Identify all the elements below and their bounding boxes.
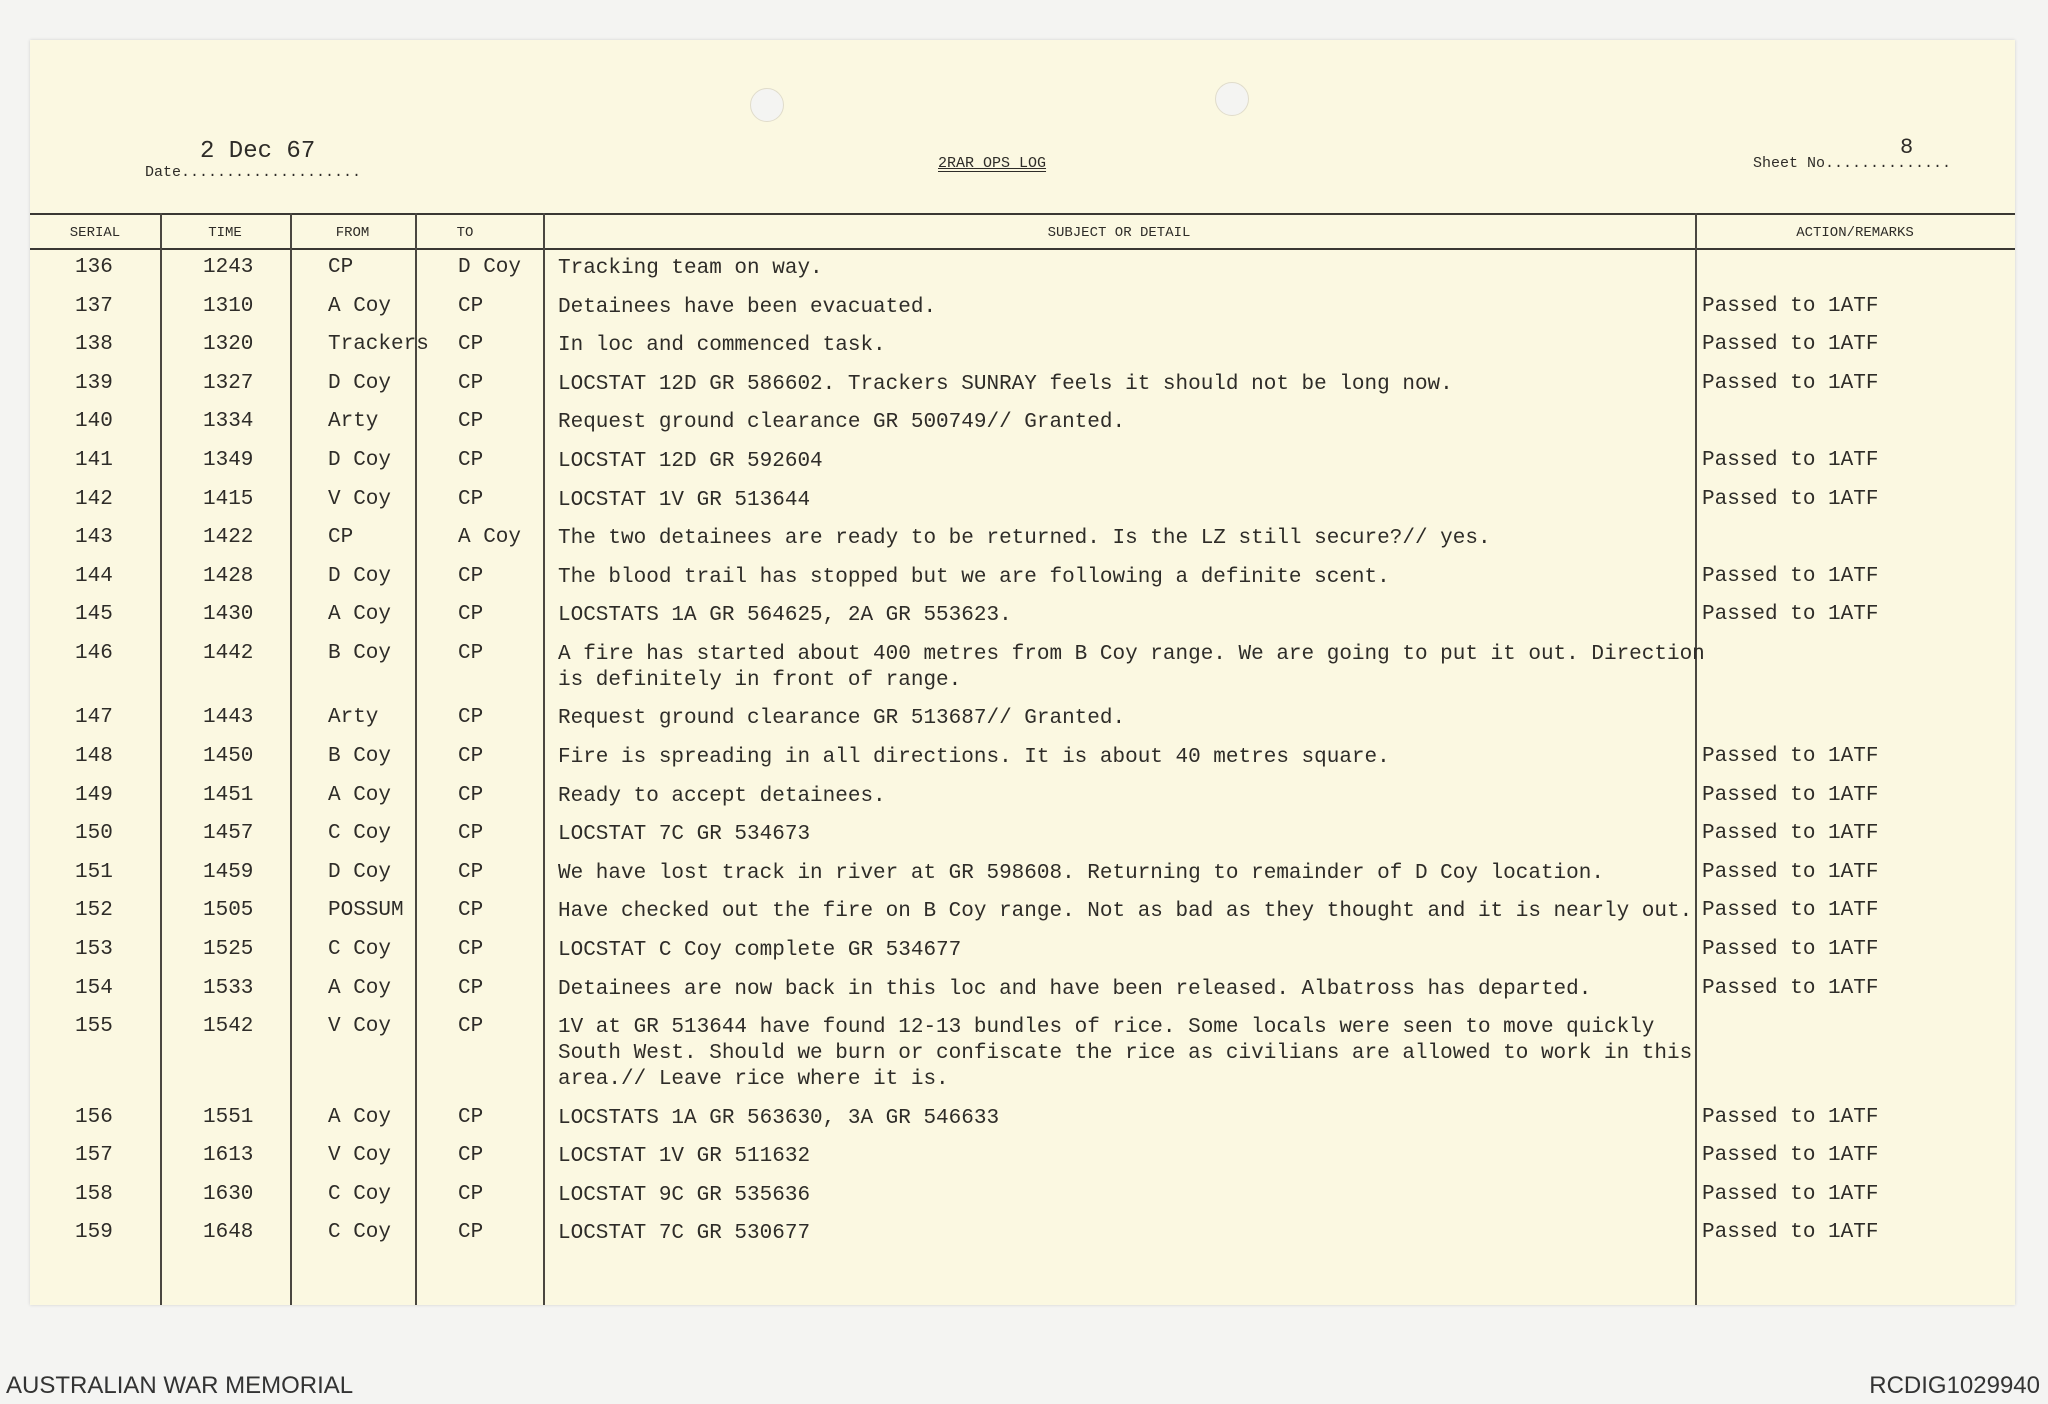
cell-action: Passed to 1ATF <box>1702 783 1879 807</box>
cell-from: CP <box>328 526 354 550</box>
cell-subject: LOCSTATS 1A GR 563630, 3A GR 546633 <box>558 1106 1000 1130</box>
cell-serial: 144 <box>75 564 113 588</box>
cell-to: CP <box>458 1015 484 1039</box>
cell-to: CP <box>458 860 484 884</box>
cell-serial: 142 <box>75 487 113 511</box>
cell-from: Trackers <box>328 333 429 357</box>
cell-time: 1327 <box>203 371 254 395</box>
cell-subject: We have lost track in river at GR 598608. Returning to remainder of D Coy location. <box>558 861 1604 885</box>
table-row <box>30 329 2015 368</box>
cell-to: CP <box>458 603 484 627</box>
table-row <box>30 895 2015 934</box>
cell-subject: LOCSTAT 1V GR 511632 <box>558 1145 811 1169</box>
cell-serial: 141 <box>75 448 113 472</box>
col-header-serial: SERIAL <box>69 225 121 241</box>
cell-serial: 143 <box>75 526 113 550</box>
cell-time: 1415 <box>203 487 254 511</box>
cell-from: D Coy <box>328 860 392 884</box>
cell-action: Passed to 1ATF <box>1702 822 1879 846</box>
cell-subject: 1V at GR 513644 have found 12-13 bundles of rice. Some locals were seen to move quickly South West. Should we burn or confiscate the rice as civilians are allowed to work in this area.// Leave rice where it is. <box>558 1016 1693 1092</box>
cell-serial: 150 <box>75 822 113 846</box>
footer-institution: AUSTRALIAN WAR MEMORIAL <box>6 1372 354 1399</box>
table-row <box>30 973 2015 1012</box>
cell-serial: 157 <box>75 1144 113 1168</box>
cell-to: CP <box>458 976 484 1000</box>
cell-time: 1457 <box>203 822 254 846</box>
cell-time: 1310 <box>203 294 254 318</box>
col-header-from: FROM <box>335 225 370 241</box>
cell-action: Passed to 1ATF <box>1702 371 1879 395</box>
table-row <box>30 1217 2015 1256</box>
cell-from: C Coy <box>328 938 392 961</box>
cell-to: CP <box>458 1221 484 1245</box>
table-row <box>30 1140 2015 1179</box>
table-row <box>30 252 2015 291</box>
date-value: 2 Dec 67 <box>200 138 316 165</box>
table-row <box>30 484 2015 523</box>
cell-to: CP <box>458 294 484 318</box>
cell-from: C Coy <box>328 822 392 846</box>
cell-serial: 138 <box>75 333 113 357</box>
cell-from: B Coy <box>328 745 392 769</box>
cell-subject: The two detainees are ready to be returned. Is the LZ still secure?// yes. <box>558 527 1491 551</box>
cell-action: Passed to 1ATF <box>1702 899 1879 923</box>
table-row <box>30 445 2015 484</box>
cell-subject: Fire is spreading in all directions. It is about 40 metres square. <box>558 746 1390 770</box>
cell-from: C Coy <box>328 1221 392 1245</box>
cell-time: 1551 <box>203 1105 254 1129</box>
cell-time: 1442 <box>203 641 254 665</box>
punch-hole <box>1215 82 1249 116</box>
table-row <box>30 1102 2015 1141</box>
table-row <box>30 522 2015 561</box>
table-row <box>30 638 2015 703</box>
cell-from: CP <box>328 256 354 279</box>
cell-from: A Coy <box>328 603 392 627</box>
cell-subject: LOCSTAT 7C GR 530677 <box>558 1222 811 1246</box>
header-bottom-rule <box>30 248 2015 250</box>
cell-serial: 158 <box>75 1182 113 1206</box>
cell-serial: 159 <box>75 1221 113 1245</box>
cell-action: Passed to 1ATF <box>1702 745 1879 769</box>
cell-subject: Request ground clearance GR 500749// Granted. <box>558 411 1126 435</box>
cell-action: Passed to 1ATF <box>1702 564 1879 588</box>
cell-to: CP <box>458 1144 484 1168</box>
cell-subject: The blood trail has stopped but we are following a definite scent. <box>558 565 1390 589</box>
date-label: Date.................... <box>145 164 362 181</box>
cell-subject: LOCSTAT 7C GR 534673 <box>558 823 811 847</box>
cell-action: Passed to 1ATF <box>1702 333 1879 357</box>
cell-to: CP <box>458 487 484 511</box>
cell-to: CP <box>458 938 484 961</box>
cell-subject: Tracking team on way. <box>558 257 823 280</box>
cell-serial: 151 <box>75 860 113 884</box>
cell-subject: LOCSTAT C Coy complete GR 534677 <box>558 939 962 962</box>
cell-to: CP <box>458 706 484 730</box>
cell-from: D Coy <box>328 564 392 588</box>
ops-log-sheet <box>30 40 2015 1305</box>
cell-time: 1349 <box>203 448 254 472</box>
cell-from: B Coy <box>328 641 392 665</box>
cell-from: V Coy <box>328 487 392 511</box>
page-title: 2RAR OPS LOG <box>938 155 1047 172</box>
cell-serial: 153 <box>75 938 113 961</box>
cell-from: C Coy <box>328 1182 392 1206</box>
cell-from: V Coy <box>328 1015 392 1039</box>
cell-subject: LOCSTAT 12D GR 592604 <box>558 449 823 473</box>
cell-to: D Coy <box>458 256 522 279</box>
table-row <box>30 1011 2015 1102</box>
cell-to: CP <box>458 564 484 588</box>
table-row <box>30 561 2015 600</box>
cell-to: A Coy <box>458 526 522 550</box>
cell-time: 1428 <box>203 564 254 588</box>
cell-subject: LOCSTAT 1V GR 513644 <box>558 488 811 512</box>
cell-serial: 148 <box>75 745 113 769</box>
cell-action: Passed to 1ATF <box>1702 1182 1879 1206</box>
cell-to: CP <box>458 745 484 769</box>
cell-time: 1334 <box>203 410 254 434</box>
col-header-action: ACTION/REMARKS <box>1796 225 1914 241</box>
cell-time: 1430 <box>203 603 254 627</box>
cell-to: CP <box>458 448 484 472</box>
cell-action: Passed to 1ATF <box>1702 603 1879 627</box>
table-row <box>30 934 2015 973</box>
table-row <box>30 291 2015 330</box>
log-entries <box>30 252 2015 1256</box>
cell-from: A Coy <box>328 976 392 1000</box>
cell-serial: 152 <box>75 899 113 923</box>
cell-to: CP <box>458 899 484 923</box>
col-header-to: TO <box>456 225 474 241</box>
cell-subject: Request ground clearance GR 513687// Granted. <box>558 707 1126 731</box>
cell-action: Passed to 1ATF <box>1702 1221 1879 1245</box>
table-row <box>30 857 2015 896</box>
cell-to: CP <box>458 410 484 434</box>
cell-subject: LOCSTAT 9C GR 535636 <box>558 1183 811 1207</box>
cell-from: Arty <box>328 410 379 434</box>
cell-to: CP <box>458 641 484 665</box>
cell-time: 1451 <box>203 783 254 807</box>
punch-hole <box>750 88 784 122</box>
cell-serial: 140 <box>75 410 113 434</box>
cell-serial: 147 <box>75 706 113 730</box>
cell-action: Passed to 1ATF <box>1702 938 1879 961</box>
col-header-subject: SUBJECT OR DETAIL <box>1047 225 1191 241</box>
cell-subject: Detainees are now back in this loc and have been released. Albatross has departed. <box>558 977 1592 1001</box>
cell-serial: 146 <box>75 641 113 665</box>
cell-subject: A fire has started about 400 metres from B Coy range. We are going to put it out. Direction is definitely in front of range. <box>558 642 1705 692</box>
table-row <box>30 599 2015 638</box>
cell-to: CP <box>458 1105 484 1129</box>
cell-subject: LOCSTAT 12D GR 586602. Trackers SUNRAY feels it should not be long now. <box>558 372 1453 396</box>
table-row <box>30 780 2015 819</box>
col-header-time: TIME <box>208 225 242 241</box>
cell-from: A Coy <box>328 783 392 807</box>
cell-subject: Detainees have been evacuated. <box>558 295 937 319</box>
cell-subject: LOCSTATS 1A GR 564625, 2A GR 553623. <box>558 604 1012 628</box>
cell-time: 1630 <box>203 1182 254 1206</box>
cell-action: Passed to 1ATF <box>1702 1105 1879 1129</box>
cell-from: V Coy <box>328 1144 392 1168</box>
table-row <box>30 818 2015 857</box>
cell-action: Passed to 1ATF <box>1702 860 1879 884</box>
cell-time: 1613 <box>203 1144 254 1168</box>
cell-serial: 155 <box>75 1015 113 1039</box>
table-row <box>30 702 2015 741</box>
cell-time: 1422 <box>203 526 254 550</box>
cell-time: 1542 <box>203 1015 254 1039</box>
cell-from: POSSUM <box>328 899 404 923</box>
cell-serial: 145 <box>75 603 113 627</box>
cell-serial: 139 <box>75 371 113 395</box>
cell-serial: 137 <box>75 294 113 318</box>
table-row <box>30 406 2015 445</box>
cell-time: 1648 <box>203 1221 254 1245</box>
table-row <box>30 368 2015 407</box>
sheet-label: Sheet No.............. <box>1753 155 1952 172</box>
cell-serial: 136 <box>75 256 113 279</box>
cell-from: D Coy <box>328 371 392 395</box>
cell-to: CP <box>458 783 484 807</box>
cell-from: A Coy <box>328 1105 392 1129</box>
cell-action: Passed to 1ATF <box>1702 487 1879 511</box>
cell-time: 1459 <box>203 860 254 884</box>
cell-action: Passed to 1ATF <box>1702 1144 1879 1168</box>
cell-from: D Coy <box>328 448 392 472</box>
table-row <box>30 741 2015 780</box>
cell-from: A Coy <box>328 294 392 318</box>
cell-to: CP <box>458 371 484 395</box>
cell-time: 1320 <box>203 333 254 357</box>
cell-time: 1505 <box>203 899 254 923</box>
cell-serial: 156 <box>75 1105 113 1129</box>
cell-to: CP <box>458 1182 484 1206</box>
header-top-rule <box>30 213 2015 215</box>
cell-from: Arty <box>328 706 379 730</box>
cell-to: CP <box>458 333 484 357</box>
cell-subject: Have checked out the fire on B Coy range. Not as bad as they thought and it is nearly out. <box>558 900 1693 924</box>
sheet-number: 8 <box>1900 135 1914 160</box>
cell-action: Passed to 1ATF <box>1702 976 1879 1000</box>
footer-record-id: RCDIG1029940 <box>1869 1372 2040 1399</box>
cell-to: CP <box>458 822 484 846</box>
cell-time: 1243 <box>203 256 254 279</box>
cell-action: Passed to 1ATF <box>1702 448 1879 472</box>
table-row <box>30 1179 2015 1218</box>
cell-time: 1533 <box>203 976 254 1000</box>
cell-serial: 149 <box>75 783 113 807</box>
cell-serial: 154 <box>75 976 113 1000</box>
cell-subject: Ready to accept detainees. <box>558 784 886 808</box>
cell-time: 1525 <box>203 938 254 961</box>
cell-time: 1443 <box>203 706 254 730</box>
cell-subject: In loc and commenced task. <box>558 334 886 358</box>
cell-time: 1450 <box>203 745 254 769</box>
cell-action: Passed to 1ATF <box>1702 294 1879 318</box>
